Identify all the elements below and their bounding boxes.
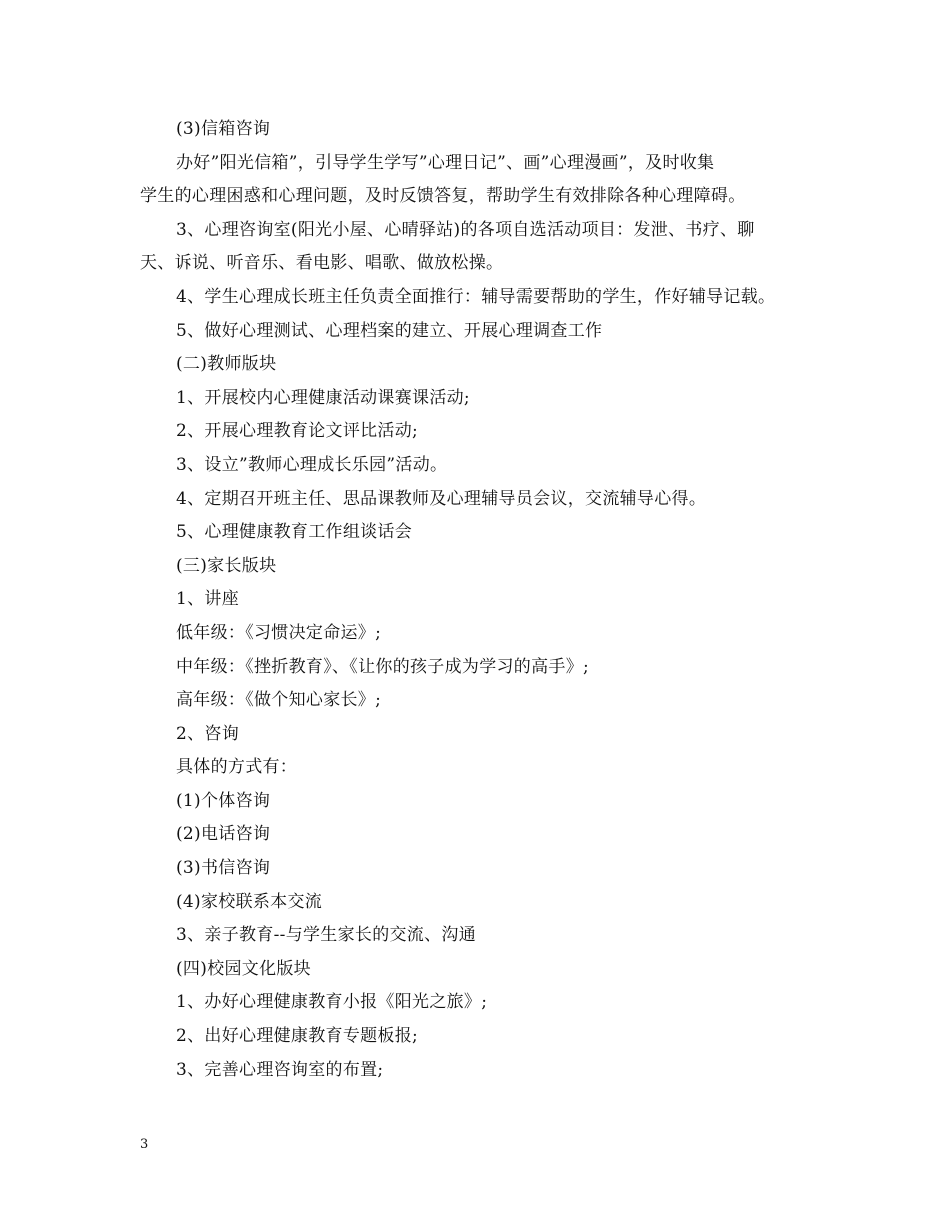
text-line: 学生的心理困惑和心理问题，及时反馈答复，帮助学生有效排除各种心理障碍。 — [140, 186, 746, 207]
text-line: (1)个体咨询 — [176, 790, 271, 811]
text-line: (3)信箱咨询 — [176, 119, 271, 139]
text-line: 4、定期召开班主任、思品课教师及心理辅导员会议，交流辅导心得。 — [176, 488, 707, 509]
text-line: 3、完善心理咨询室的布置; — [176, 1059, 384, 1080]
text-line: 1、开展校内心理健康活动课赛课活动; — [176, 387, 470, 408]
section-heading: (二)教师版块 — [176, 354, 277, 375]
text-line: 1、办好心理健康教育小报《阳光之旅》; — [176, 992, 488, 1013]
text-line: 2、出好心理健康教育专题板报; — [176, 1026, 419, 1047]
page-number: 3 — [140, 1137, 149, 1152]
section-heading: (四)校园文化版块 — [176, 958, 311, 979]
text-line: 中年级：《挫折教育》、《让你的孩子成为学习的高手》; — [176, 656, 590, 677]
text-line: (2)电话咨询 — [176, 824, 271, 845]
text-line: 高年级：《做个知心家长》; — [176, 690, 382, 711]
section-heading: (三)家长版块 — [176, 555, 277, 576]
text-line: 2、开展心理教育论文评比活动; — [176, 421, 419, 442]
text-line: 3、设立”教师心理成长乐园”活动。 — [176, 454, 448, 475]
text-line: 5、心理健康教育工作组谈话会 — [176, 522, 413, 543]
text-line: (3)书信咨询 — [176, 858, 271, 879]
text-line: 5、做好心理测试、心理档案的建立、开展心理调查工作 — [176, 320, 603, 341]
text-line: (4)家校联系本交流 — [176, 891, 323, 912]
text-line: 办好”阳光信箱”，引导学生学写”心理日记”、画”心理漫画”，及时收集 — [176, 152, 715, 173]
text-line: 低年级：《习惯决定命运》; — [176, 622, 382, 643]
text-line: 4、学生心理成长班主任负责全面推行：辅导需要帮助的学生，作好辅导记载。 — [176, 286, 776, 307]
text-line: 2、咨询 — [176, 723, 240, 744]
text-line: 3、心理咨询室(阳光小屋、心晴驿站)的各项自选活动项目：发泄、书疗、聊 — [176, 219, 755, 240]
text-line: 具体的方式有： — [176, 757, 298, 778]
text-line: 3、亲子教育--与学生家长的交流、沟通 — [176, 925, 477, 946]
text-line: 天、诉说、听音乐、看电影、唱歌、做放松操。 — [140, 253, 504, 274]
document-body — [140, 113, 820, 1087]
text-line: 1、讲座 — [176, 589, 240, 610]
